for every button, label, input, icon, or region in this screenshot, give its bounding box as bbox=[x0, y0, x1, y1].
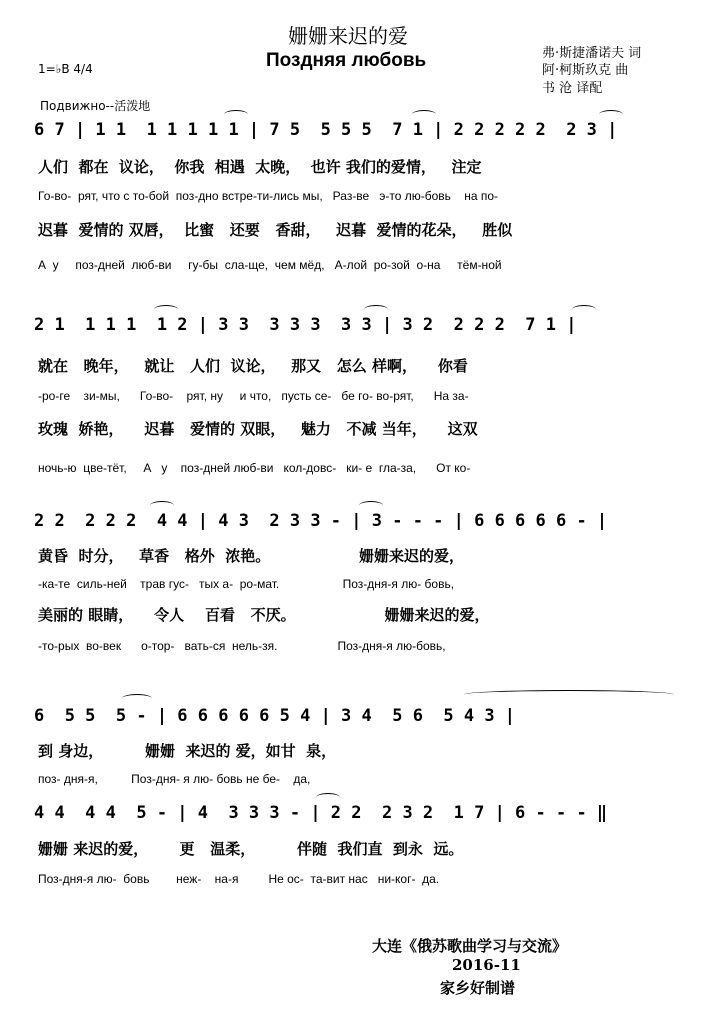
tempo-marking: Подвижно--活泼地 bbox=[40, 99, 151, 113]
score-row-5 bbox=[34, 801, 690, 831]
slur bbox=[572, 305, 596, 314]
slur bbox=[154, 305, 178, 314]
slur bbox=[122, 694, 152, 703]
notation-line: 6 7 | 1 1 1 1 1 1 1 | 7 5 5 5 5 7 1 | 2 2 2 2 2 2 3 | bbox=[34, 120, 618, 140]
credit-music: 阿·柯斯玖克 曲 bbox=[542, 63, 629, 78]
credit-lyrics: 弗·斯捷潘诺夫 词 bbox=[542, 46, 642, 61]
lyric-ru-verse1: Поз-дня-я лю- бовь неж- на-я Не ос- та-вит нас ни-ког- да. bbox=[38, 872, 440, 886]
slur bbox=[412, 110, 436, 119]
title-chinese: 姗姗来迟的爱 bbox=[288, 24, 408, 48]
slur bbox=[464, 690, 674, 699]
lyric-cn-verse1: 到 身边， 姗姗 来迟的 爱，如甘 泉， bbox=[38, 742, 337, 760]
lyric-cn-verse2: 玫瑰 娇艳， 迟暮 爱情的 双眼， 魅力 不减 当年， 这双 bbox=[38, 420, 478, 438]
footer-author: 家乡好制谱 bbox=[440, 979, 516, 997]
notation-line: 2 1 1 1 1 1 2 | 3 3 3 3 3 3 3 | 3 2 2 2 2 7 1 | bbox=[34, 315, 577, 335]
lyric-ru-verse1: поз- дня-я, Поз-дня- я лю- бовь не бе- да, bbox=[38, 772, 311, 786]
notation-line: 2 2 2 2 2 4 4 | 4 3 2 3 3 - | 3 - - - | 6 6 6 6 6 - | bbox=[34, 511, 608, 531]
score-row-3 bbox=[34, 509, 690, 539]
lyric-cn-verse1: 就在 晚年， 就让 人们 议论， 那又 怎么 样啊， 你看 bbox=[38, 357, 468, 375]
lyric-cn-verse1: 姗姗 来迟的爱， 更 温柔， 伴随 我们直 到永 远。 bbox=[38, 840, 464, 858]
lyric-cn-verse2: 迟暮 爱情的 双唇， 比蜜 还要 香甜， 迟暮 爱情的花朵， 胜似 bbox=[38, 221, 513, 239]
credit-translation: 书 沧 译配 bbox=[542, 81, 603, 96]
lyric-cn-verse1: 人们 都在 议论， 你我 相遇 太晚， 也许 我们的爱情， 注定 bbox=[38, 158, 482, 176]
score-row-4 bbox=[34, 704, 690, 734]
slur bbox=[316, 793, 340, 802]
slur bbox=[224, 110, 248, 119]
lyric-cn-verse1: 黄昏 时分， 草香 格外 浓艳。 姗姗来迟的爱， bbox=[38, 547, 465, 565]
lyric-ru-verse1: -ро-ге зи-мы, Го-во- рят, ну и что, пусть се- бе го- во-рят, На за- bbox=[38, 389, 469, 403]
lyric-ru-verse2: ночь-ю цве-тёт, А у поз-дней люб-ви кол-довс- ки- е гла-за, От ко- bbox=[38, 461, 471, 475]
slur bbox=[599, 110, 623, 119]
slur bbox=[364, 305, 388, 314]
title-russian: Поздняя любовь bbox=[266, 50, 427, 71]
notation-line: 4 4 4 4 5 - | 4 3 3 3 - | 2 2 2 3 2 1 7 | 6 - - - ‖ bbox=[34, 803, 608, 823]
lyric-ru-verse2: -то-рых во-век о-тор- вать-ся нель-зя. Поз-дня-я лю-бовь, bbox=[38, 639, 446, 653]
lyric-ru-verse1: -ка-те силь-ней трав гус- тых а- ро-мат. Поз-дня-я лю- бовь, bbox=[38, 577, 455, 591]
slur bbox=[150, 501, 174, 510]
lyric-cn-verse2: 美丽的 眼睛， 令人 百看 不厌。 姗姗来迟的爱， bbox=[38, 606, 490, 624]
key-signature: 1=♭B 4/4 bbox=[38, 62, 93, 76]
score-row-1 bbox=[34, 118, 690, 148]
lyric-ru-verse2: А у поз-дней люб-ви гу-бы сла-ще, чем мёд, А-лой ро-зой о-на тём-ной bbox=[38, 258, 502, 272]
footer-source: 大连《俄苏歌曲学习与交流》 bbox=[372, 937, 568, 955]
score-row-2 bbox=[34, 313, 690, 343]
notation-line: 6 5 5 5 - | 6 6 6 6 6 5 4 | 3 4 5 6 5 4 3 | bbox=[34, 706, 516, 726]
lyric-ru-verse1: Го-во- рят, что с то-бой поз-дно встре-ти-лись мы, Раз-ве э-то лю-бовь на по- bbox=[38, 189, 499, 203]
slur bbox=[359, 501, 383, 510]
footer-date: 2016-11 bbox=[452, 956, 521, 974]
